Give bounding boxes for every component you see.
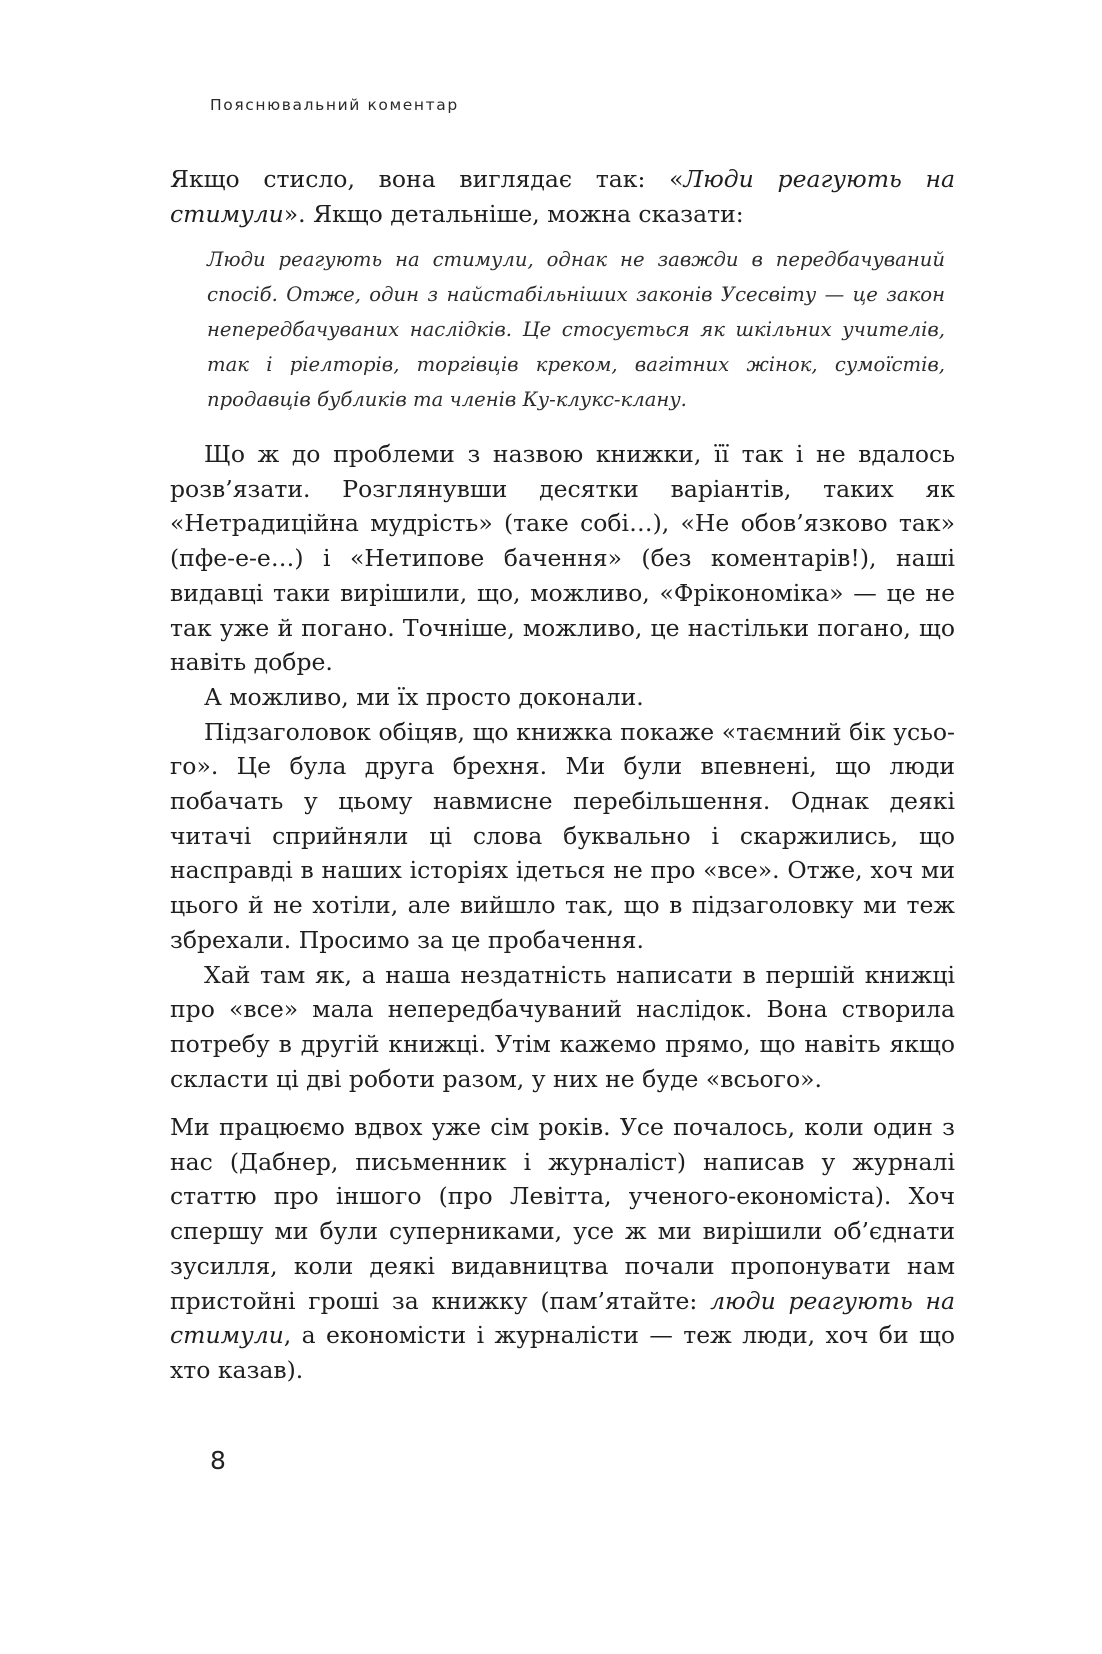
paragraph: Хай там як, а наша нездатність написати в першій книжці про «все» мала непередбачуваний наслідок. Вона створила потребу в другій книжці. Утім кажемо прямо, що навіть якщо скласти ці дві роботи разом, у них не буде «всього».	[170, 960, 955, 1093]
section-3-text-start: Ми працюємо вдвох уже сім років. Усе почалось, коли один з нас (Дабнер, письменник і журналіст) написав у журналі статтю про іншого (про Левітта, ученого-економіста). Хоч спершу ми були суперниками, усе ж ми вирішили об’єднати зусилля, коли деякі видавництва почали пропонувати нам пристойні гроші за книжку (пам’ятайте:	[170, 1113, 955, 1315]
paragraph: А можливо, ми їх просто доконали.	[204, 682, 644, 711]
block-quote: Люди реагують на стимули, однак не завжди в передбачуваний спосіб. Отже, один з найстабільніших законів Усесвіту — це закон непередбачуваних наслідків. Це стосується як шкільних учителів, так і ріелторів, торгівців креком, вагітних жінок, сумоїстів, продавців бубликів та членів Ку-клукс-клану.	[207, 248, 945, 411]
intro-text-end: ». Якщо детальніше, можна сказати:	[283, 199, 744, 228]
paragraph: Підзаголовок обіцяв, що книжка покаже «таємний бік усього». Це була друга брехня. Ми були впевнені, що люди побачать у цьому навмисне перебільшення. Однак деякі читачі сприйняли ці слова буквально і скаржились, що насправді в наших історіях ідеться не про «все». Отже, хоч ми цього й не хотіли, але вийшло так, що в підзаголовку ми теж збрехали. Просимо за це пробачення.	[170, 717, 955, 954]
intro-paragraph	[170, 162, 955, 231]
section-3-text-end: , а економісти і журналісти — теж люди, хоч би що хто казав).	[170, 1321, 955, 1384]
page-number: 8	[210, 1446, 226, 1475]
section-2	[170, 437, 955, 1096]
intro-text-start: Якщо стисло, вона виглядає так: «	[170, 165, 684, 193]
section-3-emphasis: люди реагують на стимули	[170, 1286, 955, 1350]
paragraph: Що ж до проблеми з назвою книжки, її так і не вдалось розв’язати. Розглянувши десятки варіантів, таких як «Нетрадиційна мудрість» (таке собі…), «Не обов’язково так» (пфе-е-е…) і «Нетипове бачення» (без коментарів!), наші видавці таки вирішили, що, можливо, «Фрікономіка» — це не так уже й погано. Точніше, можливо, це настільки погано, що навіть добре.	[170, 440, 955, 677]
running-head: Пояснювальний коментар	[210, 96, 459, 114]
section-3	[170, 1110, 955, 1388]
intro-emphasis: Люди реагують на стимули	[170, 165, 955, 228]
